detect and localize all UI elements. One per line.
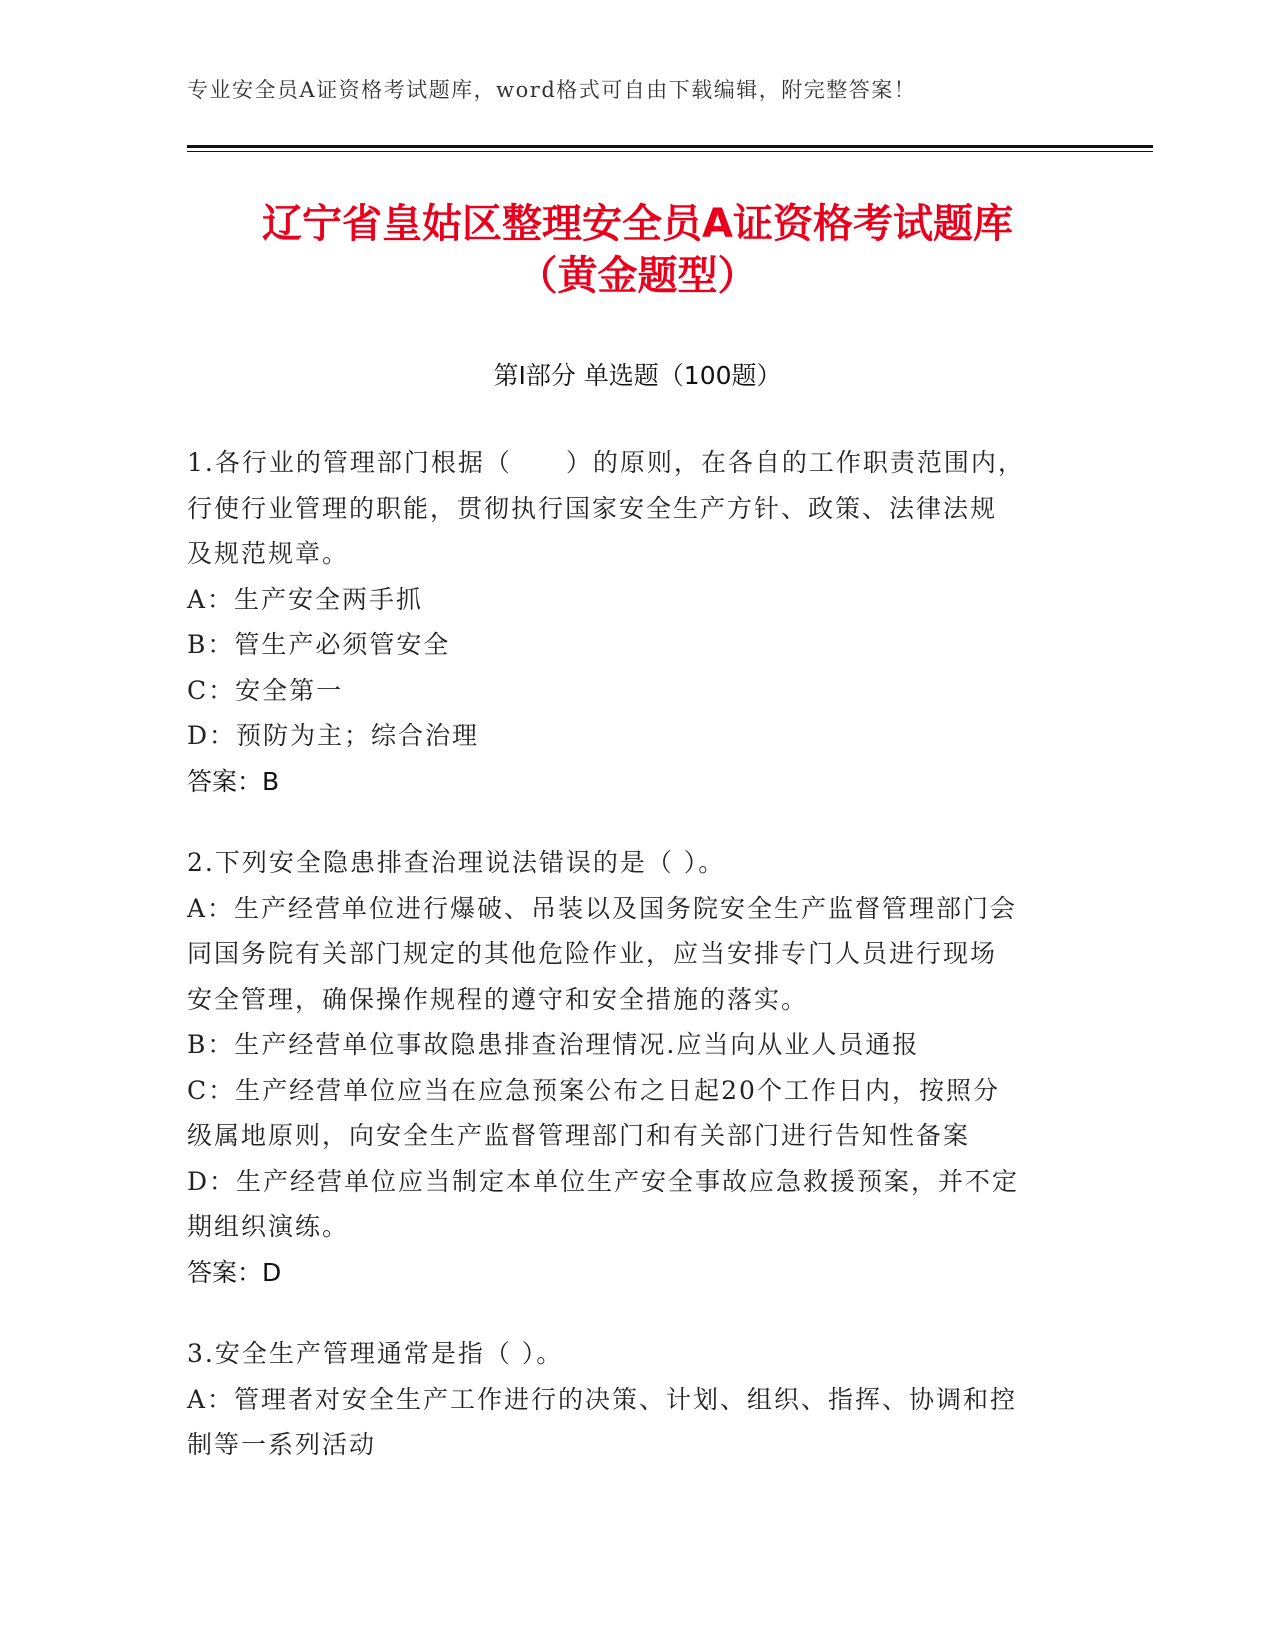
option-c: C：安全第一	[187, 675, 344, 705]
option-a: A：生产安全两手抓	[187, 584, 424, 614]
option-c: C：生产经营单位应当在应急预案公布之日起20个工作日内，按照分	[187, 1075, 1000, 1105]
section-heading: 第Ⅰ部分 单选题（100题）	[493, 361, 782, 390]
header-note: 专业安全员A证资格考试题库，word格式可自由下载编辑，附完整答案！	[187, 78, 917, 102]
answer: 答案：D	[187, 1257, 282, 1287]
option-b: B：管生产必须管安全	[187, 630, 451, 659]
title-line-1: 辽宁省皇姑区整理安全员A证资格考试题库	[262, 201, 1013, 247]
option-d: D：预防为主；综合治理	[187, 721, 480, 750]
title-line-2: （黄金题型）	[517, 253, 758, 299]
question-1	[187, 440, 1077, 804]
option-a: 制等一系列活动	[187, 1430, 377, 1459]
answer: 答案：B	[187, 766, 280, 796]
option-a: A：管理者对安全生产工作进行的决策、计划、组织、指挥、协调和控	[187, 1384, 1018, 1414]
question-stem: 3.安全生产管理通常是指（ ）。	[187, 1339, 564, 1368]
option-d: D：生产经营单位应当制定本单位生产安全事故应急救援预案，并不定	[187, 1166, 1020, 1196]
option-a: A：生产经营单位进行爆破、吊装以及国务院安全生产监督管理部门会	[187, 893, 1018, 923]
question-2	[187, 840, 1077, 1295]
question-list	[187, 440, 1077, 1504]
header-rule-thick	[187, 145, 1153, 148]
option-c: 级属地原则，向安全生产监督管理部门和有关部门进行告知性备案	[187, 1121, 971, 1150]
option-d: 期组织演练。	[187, 1212, 350, 1241]
option-a: 同国务院有关部门规定的其他危险作业，应当安排专门人员进行现场	[187, 939, 998, 968]
question-stem: 及规范规章。	[187, 539, 350, 568]
question-stem: 2.下列安全隐患排查治理说法错误的是（ ）。	[187, 848, 726, 877]
document-title	[100, 198, 1175, 302]
option-b: B：生产经营单位事故隐患排查治理情况.应当向从业人员通报	[187, 1030, 920, 1059]
question-stem: 1.各行业的管理部门根据（ ）的原则，在各自的工作职责范围内，	[187, 448, 1025, 477]
option-a: 安全管理，确保操作规程的遵守和安全措施的落实。	[187, 984, 809, 1014]
question-stem: 行使行业管理的职能，贯彻执行国家安全生产方针、政策、法律法规	[187, 493, 998, 523]
header-rule-thin	[187, 151, 1153, 152]
question-3	[187, 1331, 1077, 1468]
